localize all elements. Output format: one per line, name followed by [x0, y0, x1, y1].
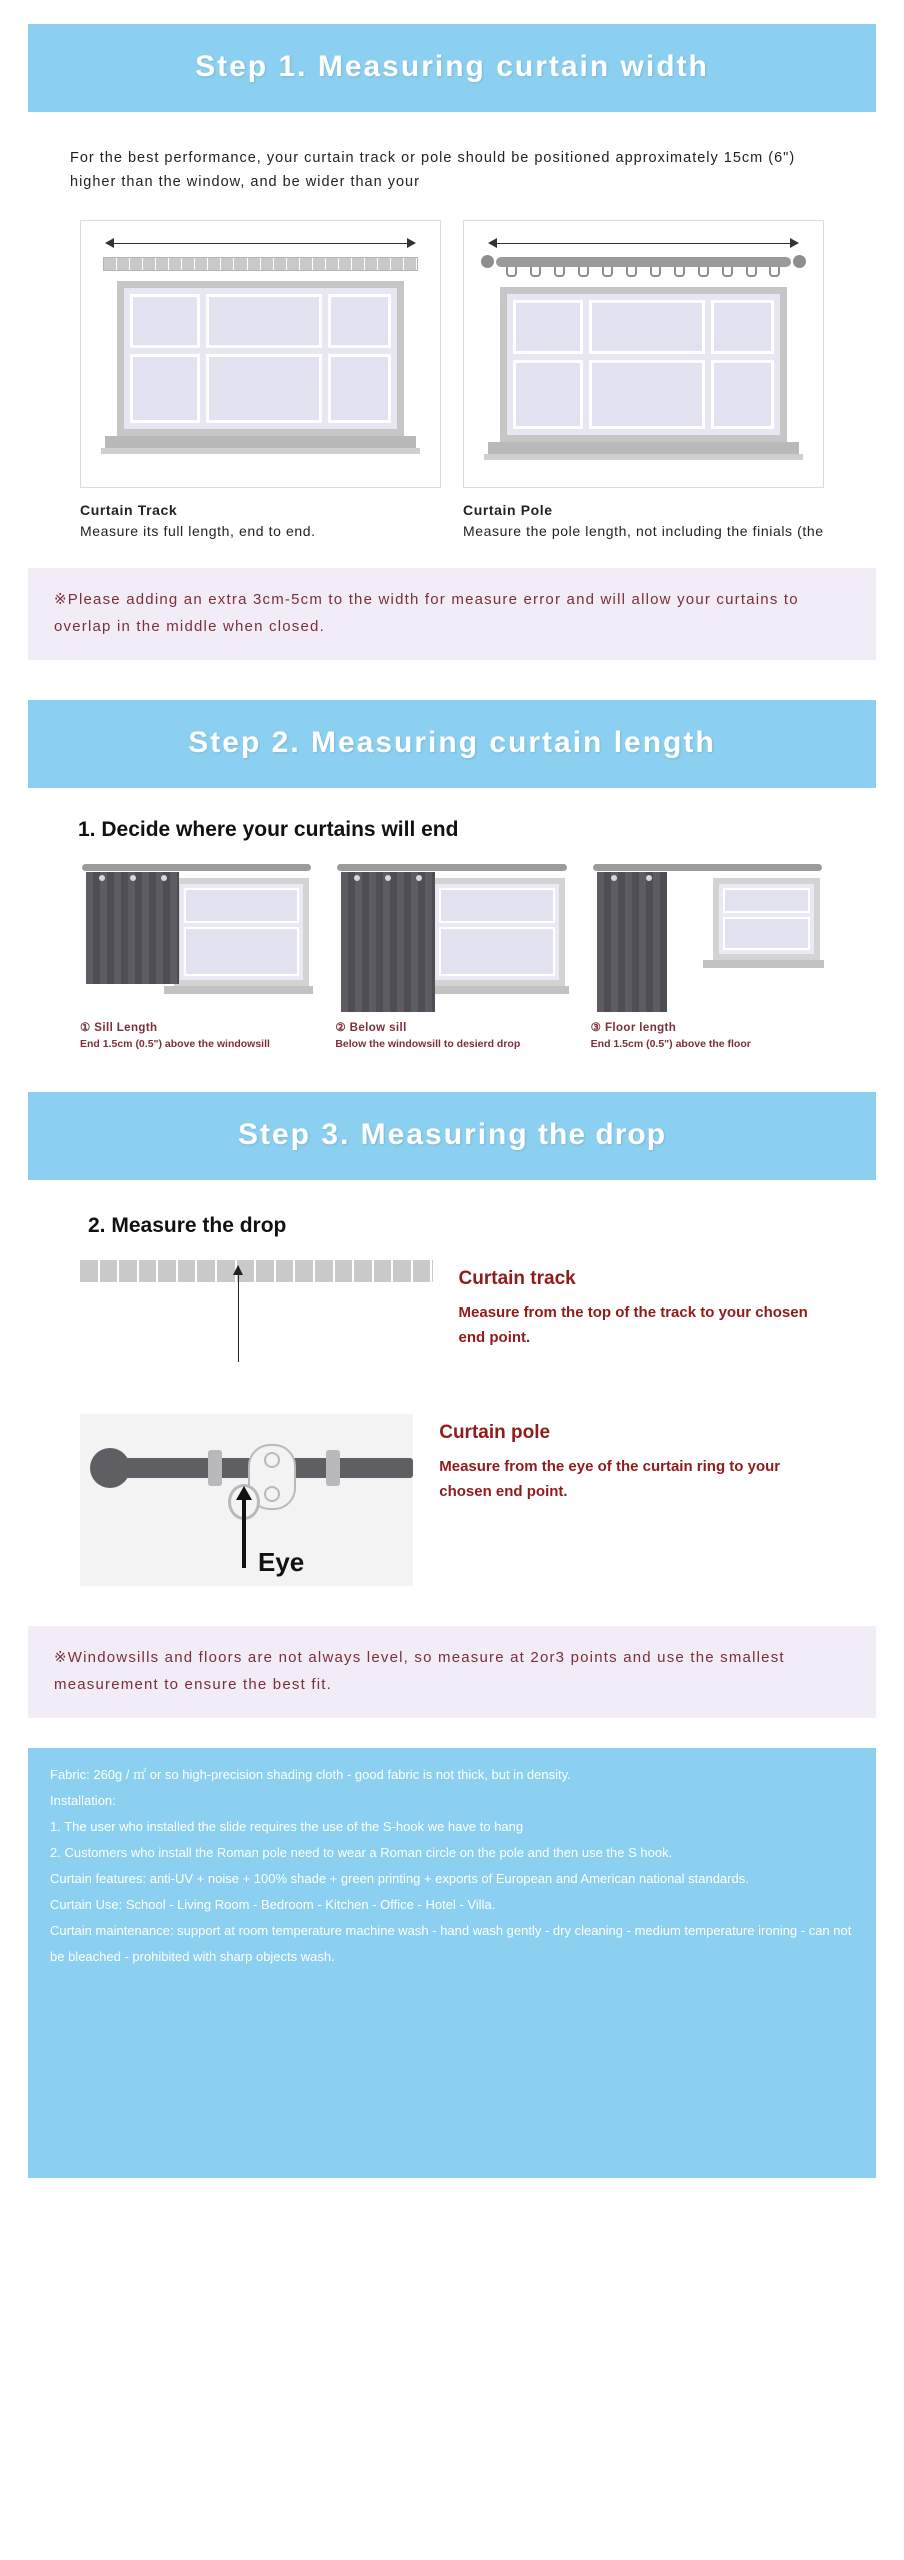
window-column-left [130, 294, 200, 423]
pole-finial-icon [90, 1448, 130, 1488]
floor-length-label: ③ Floor length [590, 1022, 677, 1034]
window-column-right [328, 294, 391, 423]
curtain-track-heading: Curtain track [458, 1268, 576, 1289]
step1-intro-text: For the best performance, your curtain track or pole should be positioned approximately 15cm (6") higher than the window, and be wider than your [70, 150, 796, 190]
mini-curtain [341, 872, 434, 1012]
curtain-grommets [597, 872, 667, 881]
window-graphic [117, 281, 404, 436]
curtain-pole-heading: Curtain pole [439, 1422, 551, 1443]
pole-drop-block [80, 1414, 824, 1586]
track-drop-illustration [80, 1260, 433, 1380]
mini-windowsill [419, 986, 568, 994]
info-line: Fabric: 260g / ㎡ or so high-precision shading cloth - good fabric is not thick, but in density. [50, 1767, 571, 1782]
window-pane [711, 360, 774, 429]
window-pane [439, 888, 554, 923]
window-pane [328, 294, 391, 348]
window-pane [513, 300, 583, 354]
mini-windowsill [703, 960, 824, 968]
drop-measure-arrow-icon [238, 1266, 239, 1362]
caption-title-track: Curtain Track [80, 502, 178, 518]
window-pane [589, 360, 705, 429]
windowsill-base [484, 454, 803, 460]
mini-window [429, 878, 564, 986]
info-line: Curtain maintenance: support at room temperature machine wash - hand wash gently - dry cleaning - medium temperature ironing - can not be bleached - prohibited with sharp objects wash. [50, 1923, 852, 1964]
arrow-right-icon [407, 238, 416, 248]
eye-pointer-arrow-icon [242, 1498, 246, 1568]
windowsill [488, 442, 799, 454]
step1-note: ※Please adding an extra 3cm-5cm to the width for measure error and will allow your curtains to overlap in the middle when closed. [28, 568, 876, 660]
window-pane [130, 354, 200, 423]
window-column-center [589, 300, 705, 429]
caption-desc-pole: Measure the pole length, not including the finials (the [463, 523, 824, 539]
mini-curtain [86, 872, 179, 984]
window-graphic [500, 287, 787, 442]
step2-subtitle: 1. Decide where your curtains will end [78, 818, 459, 841]
mini-pole-icon [593, 864, 822, 871]
window-pane [439, 927, 554, 976]
windowsill [105, 436, 416, 448]
curtain-track-instructions: Measure from the top of the track to your chosen end point. [458, 1304, 808, 1346]
floor-length-scene [591, 864, 824, 1014]
window-pane [206, 294, 322, 348]
track-drop-block [80, 1260, 824, 1380]
step3-banner-strong: Step 3. Measuring [237, 1118, 529, 1151]
info-line: Installation: [50, 1793, 116, 1808]
sill-length-desc: End 1.5cm (0.5") above the windowsill [80, 1038, 270, 1050]
eye-label: Eye [258, 1547, 305, 1577]
curtain-grommets [86, 872, 179, 881]
arrow-line [496, 243, 791, 244]
window-pane [130, 294, 200, 348]
pole-finial-right-icon [793, 255, 806, 268]
sill-length-option [80, 864, 313, 1052]
window-column-center [206, 294, 322, 423]
step3-note: ※Windowsills and floors are not always level, so measure at 2or3 points and use the smallest measurement to ensure the best fit. [28, 1626, 876, 1718]
curtain-track-bar [103, 257, 418, 271]
mini-window [713, 878, 820, 960]
step1-captions [80, 500, 824, 542]
step1-illustrations [80, 220, 824, 488]
sill-length-scene [80, 864, 313, 1014]
arrow-left-icon [105, 238, 114, 248]
caption-title-pole: Curtain Pole [463, 502, 553, 518]
below-sill-label: ② Below sill [335, 1022, 407, 1034]
track-scene [80, 1260, 433, 1380]
floor-length-desc: End 1.5cm (0.5") above the floor [590, 1038, 751, 1050]
width-arrow-track [105, 235, 416, 253]
floor-length-option [591, 864, 824, 1052]
curtain-ring [208, 1450, 222, 1486]
mini-windowsill [164, 986, 313, 994]
info-line: Curtain features: anti-UV + noise + 100% shade + green printing + exports of European and American national standards. [50, 1871, 749, 1886]
step3-banner-light: the drop [528, 1118, 667, 1151]
sill-length-label: ① Sill Length [80, 1022, 158, 1034]
window-pane [206, 354, 322, 423]
info-line: 1. The user who installed the slide requires the use of the S-hook we have to hang [50, 1819, 524, 1834]
curtain-pole-instructions: Measure from the eye of the curtain ring to your chosen end point. [439, 1458, 781, 1500]
step3-subtitle: 2. Measure the drop [88, 1214, 287, 1237]
pole-drop-illustration [80, 1414, 413, 1586]
curtain-track-illustration [80, 220, 441, 488]
step2-banner: Step 2. Measuring curtain length [28, 700, 876, 788]
step2-illustrations [80, 864, 824, 1052]
curtain-pole-illustration [463, 220, 824, 488]
below-sill-option [335, 864, 568, 1052]
mini-window [174, 878, 309, 986]
window-pane [513, 360, 583, 429]
curtain-track-bar-wide [80, 1260, 433, 1282]
window-column-left [513, 300, 583, 429]
pole-scene [80, 1414, 413, 1586]
info-line: 2. Customers who install the Roman pole need to wear a Roman circle on the pole and then use the S hook. [50, 1845, 673, 1860]
mini-curtain [597, 872, 667, 1012]
window-pane [589, 300, 705, 354]
below-sill-desc: Below the windowsill to desierd drop [335, 1038, 521, 1050]
product-info-block [28, 1748, 876, 2178]
arrow-left-icon [488, 238, 497, 248]
curtain-ring [326, 1450, 340, 1486]
window-pane [723, 888, 810, 913]
infographic-page [0, 24, 904, 2178]
curtain-grommets [341, 872, 434, 881]
below-sill-scene [335, 864, 568, 1014]
window-pane [184, 927, 299, 976]
step3-banner [28, 1092, 876, 1180]
window-pane [711, 300, 774, 354]
mini-pole-icon [337, 864, 566, 871]
track-drop-text [459, 1260, 824, 1350]
window-column-right [711, 300, 774, 429]
windowsill-base [101, 448, 420, 454]
arrow-line [113, 243, 408, 244]
window-pane [184, 888, 299, 923]
window-pane [723, 917, 810, 950]
step1-banner: Step 1. Measuring curtain width [28, 24, 876, 112]
caption-desc-track: Measure its full length, end to end. [80, 523, 316, 539]
curtain-pole-rod [496, 257, 791, 267]
info-line: Curtain Use: School - Living Room - Bedroom - Kitchen - Office - Hotel - Villa. [50, 1897, 496, 1912]
arrow-right-icon [790, 238, 799, 248]
mini-pole-icon [82, 864, 311, 871]
window-pane [328, 354, 391, 423]
width-arrow-pole [488, 235, 799, 253]
pole-finial-left-icon [481, 255, 494, 268]
pole-drop-text [439, 1414, 824, 1504]
